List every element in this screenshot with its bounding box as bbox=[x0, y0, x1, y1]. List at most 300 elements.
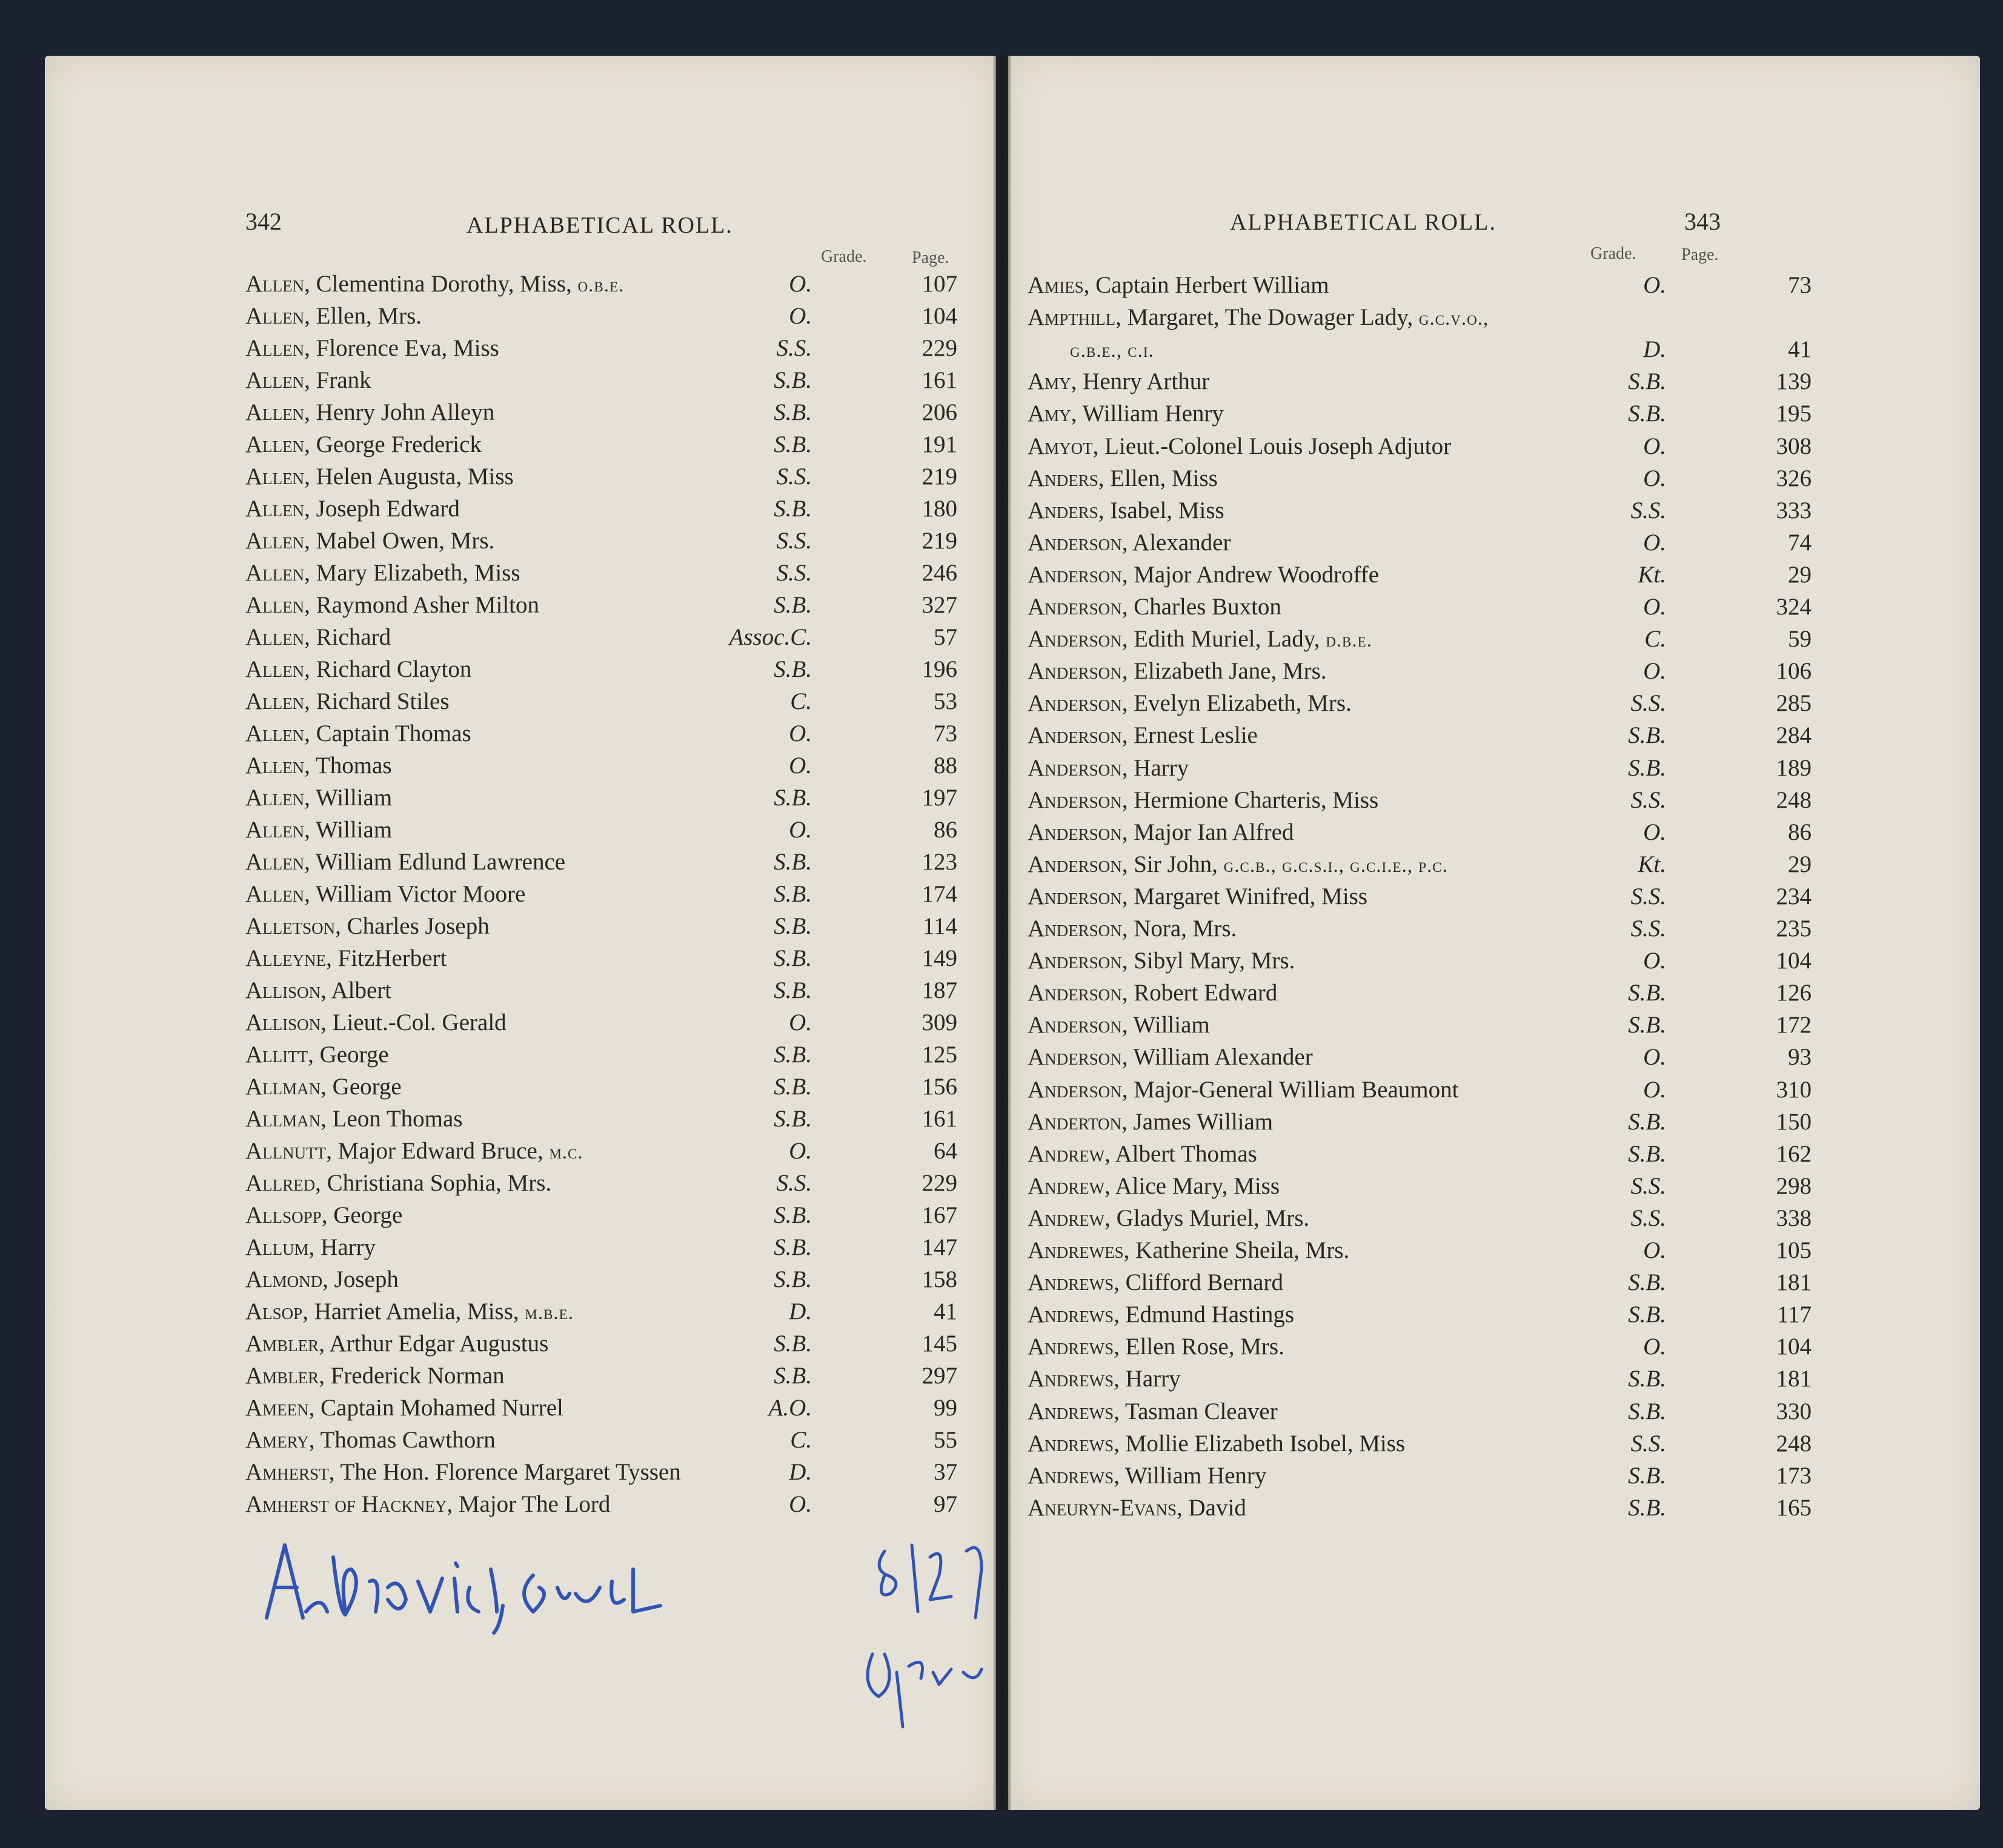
entry-given-names: , Edmund Hastings bbox=[1114, 1301, 1295, 1328]
entry-grade: S.B. bbox=[774, 1363, 812, 1389]
entry-surname: Allen bbox=[245, 367, 305, 393]
entry-name bbox=[1028, 1333, 1284, 1360]
entry-page: 191 bbox=[922, 431, 957, 457]
entry-surname: Allen bbox=[245, 592, 305, 618]
entry-surname: Anderson bbox=[1028, 1076, 1122, 1103]
entry-page: 308 bbox=[1776, 433, 1812, 459]
entry-grade: S.B. bbox=[1628, 1494, 1666, 1521]
entry-surname: Allen bbox=[245, 817, 305, 843]
entry-honours: m.c. bbox=[549, 1142, 583, 1163]
entry-row bbox=[1028, 1365, 2003, 1397]
entry-surname: Alleyne bbox=[245, 945, 327, 971]
entry-surname: Andrews bbox=[1028, 1398, 1114, 1424]
entry-surname: Allen bbox=[245, 335, 305, 361]
entry-page: 326 bbox=[1776, 465, 1812, 491]
entry-page: 297 bbox=[922, 1363, 957, 1389]
entry-grade: S.B. bbox=[1628, 1140, 1666, 1167]
entry-name bbox=[245, 1298, 574, 1325]
entry-name bbox=[245, 302, 422, 330]
entry-row bbox=[1028, 883, 2003, 915]
entry-row bbox=[1028, 1011, 2003, 1043]
entry-surname: Anderson bbox=[1028, 658, 1122, 685]
entry-given-names: , Elizabeth Jane, Mrs. bbox=[1121, 658, 1327, 685]
entry-grade: S.S. bbox=[1630, 786, 1666, 813]
entry-surname: Amherst of Hackney bbox=[245, 1491, 447, 1517]
entry-page: 125 bbox=[922, 1042, 957, 1068]
entry-row bbox=[1028, 1108, 2003, 1140]
entry-grade: S.B. bbox=[774, 431, 812, 457]
entry-surname: Allen bbox=[245, 496, 305, 522]
entry-row bbox=[1028, 336, 2003, 368]
entry-page: 219 bbox=[922, 464, 957, 490]
entry-given-names: , Sir John, bbox=[1121, 851, 1224, 877]
entry-honours: m.b.e. bbox=[525, 1302, 574, 1324]
entry-name bbox=[245, 977, 391, 1004]
entry-given-names: , Alexander bbox=[1121, 529, 1231, 556]
entry-name bbox=[245, 1330, 548, 1357]
entry-page: 139 bbox=[1776, 368, 1812, 395]
entry-honours: o.b.e. bbox=[577, 274, 625, 296]
entry-grade: O. bbox=[1643, 658, 1666, 685]
entry-surname: Anderson bbox=[1028, 722, 1122, 749]
entry-grade: S.B. bbox=[774, 1331, 812, 1357]
entry-grade: O. bbox=[1643, 1334, 1666, 1360]
entry-page: 248 bbox=[1776, 786, 1812, 813]
entry-surname: Andrew bbox=[1028, 1172, 1105, 1199]
right-page-number: 343 bbox=[1684, 208, 1721, 235]
entry-grade: S.B. bbox=[774, 1202, 812, 1228]
entry-given-names: , George bbox=[308, 1042, 389, 1068]
entry-name bbox=[245, 1137, 583, 1165]
entry-name bbox=[1028, 819, 1294, 846]
entry-grade: S.B. bbox=[774, 496, 812, 522]
entry-grade: S.S. bbox=[776, 560, 812, 586]
entry-surname: Allen bbox=[245, 688, 305, 714]
entry-page: 219 bbox=[922, 528, 957, 554]
entry-surname: Amies bbox=[1028, 272, 1084, 298]
entry-given-names: , Helen Augusta, Miss bbox=[304, 464, 514, 490]
entry-given-names: , William Henry bbox=[1114, 1462, 1267, 1489]
entry-page: 161 bbox=[922, 367, 957, 393]
entry-given-names: , Major The Lord bbox=[447, 1491, 611, 1517]
entry-given-names: , Charles Buxton bbox=[1121, 594, 1281, 620]
entry-surname: Anderson bbox=[1028, 529, 1122, 556]
entry-row bbox=[1028, 1076, 2003, 1108]
entry-name bbox=[1028, 690, 1352, 717]
entry-grade: S.B. bbox=[774, 849, 812, 875]
entry-given-names: , Frank bbox=[304, 367, 371, 393]
left-col-page: Page. bbox=[912, 248, 949, 267]
entry-given-names: , Edith Muriel, Lady, bbox=[1121, 626, 1326, 653]
entry-row bbox=[1028, 1430, 2003, 1462]
entry-surname: Andrew bbox=[1028, 1140, 1105, 1167]
entry-row bbox=[1028, 497, 2003, 529]
entry-name bbox=[245, 1105, 462, 1132]
entry-surname: Allen bbox=[245, 624, 305, 650]
entry-name bbox=[1028, 786, 1378, 814]
entry-given-names: , Captain Herbert William bbox=[1083, 272, 1329, 298]
entry-given-names: , Thomas Cawthorn bbox=[308, 1427, 496, 1453]
entry-name bbox=[1028, 1172, 1280, 1200]
entry-given-names: , Harriet Amelia, Miss, bbox=[302, 1298, 525, 1325]
entry-surname: Anderton bbox=[1028, 1108, 1122, 1135]
entry-page: 333 bbox=[1776, 497, 1812, 523]
entry-name bbox=[1028, 433, 1451, 460]
entry-grade: O. bbox=[789, 271, 812, 297]
entry-surname: Ameen bbox=[245, 1395, 309, 1421]
entry-grade: C. bbox=[1644, 626, 1666, 653]
entry-name bbox=[1028, 1108, 1273, 1135]
entry-given-names: , Hermione Charteris, Miss bbox=[1121, 786, 1379, 813]
entry-given-names: , Lieut.-Col. Gerald bbox=[321, 1009, 507, 1035]
entry-grade: Kt. bbox=[1638, 851, 1666, 877]
entry-surname: Ambler bbox=[245, 1331, 319, 1357]
entry-row bbox=[1028, 304, 2003, 336]
entry-row bbox=[1028, 1301, 2003, 1333]
entry-surname: Anders bbox=[1028, 465, 1098, 491]
entry-grade: S.B. bbox=[774, 656, 812, 682]
entry-given-names: , Henry Arthur bbox=[1071, 368, 1210, 395]
entry-grade: S.B. bbox=[1628, 1462, 1666, 1489]
right-col-grade: Grade. bbox=[1590, 244, 1636, 263]
entry-grade: S.B. bbox=[1628, 1269, 1666, 1296]
entry-surname: Anderson bbox=[1028, 786, 1122, 813]
entry-page: 41 bbox=[934, 1298, 957, 1325]
entry-surname: Anderson bbox=[1028, 883, 1122, 909]
entry-name bbox=[1028, 271, 1329, 299]
entry-given-names: , Lieut.-Colonel Louis Joseph Adjutor bbox=[1092, 433, 1452, 459]
entry-name bbox=[245, 591, 539, 619]
entry-name bbox=[245, 1169, 551, 1197]
entry-page: 29 bbox=[1788, 851, 1812, 877]
entry-surname: Amy bbox=[1028, 368, 1071, 395]
entry-surname: Alletson bbox=[245, 913, 336, 939]
entry-grade: S.B. bbox=[1628, 722, 1666, 749]
left-col-grade: Grade. bbox=[821, 247, 867, 266]
entry-row bbox=[1028, 915, 2003, 947]
entry-row bbox=[1028, 1205, 2003, 1237]
entry-name bbox=[245, 1041, 389, 1068]
entry-given-names: , Major-General William Beaumont bbox=[1121, 1076, 1459, 1103]
entry-page: 195 bbox=[1776, 401, 1812, 427]
entry-surname: Allison bbox=[245, 977, 321, 1003]
entry-grade: S.S. bbox=[776, 464, 812, 490]
entry-page: 162 bbox=[1776, 1140, 1812, 1167]
entry-name bbox=[1028, 1043, 1313, 1071]
entry-grade: S.B. bbox=[774, 1042, 812, 1068]
entry-given-names: , Harry bbox=[308, 1234, 376, 1260]
entry-name bbox=[245, 848, 565, 876]
entry-page: 285 bbox=[1776, 690, 1812, 717]
entry-given-names: , FitzHerbert bbox=[326, 945, 447, 971]
entry-surname: Amherst bbox=[245, 1459, 329, 1485]
entry-page: 330 bbox=[1776, 1398, 1812, 1424]
entry-surname: Ampthill bbox=[1028, 304, 1116, 331]
entry-page: 167 bbox=[922, 1202, 957, 1228]
entry-name bbox=[245, 1073, 402, 1100]
entry-given-names: , Frederick Norman bbox=[319, 1363, 505, 1389]
entry-name bbox=[1028, 947, 1295, 974]
entry-name bbox=[1028, 1365, 1181, 1392]
entry-surname: Alsop bbox=[245, 1298, 303, 1325]
entry-given-names: , Christiana Sophia, Mrs. bbox=[315, 1170, 552, 1196]
entry-grade: S.B. bbox=[774, 1266, 812, 1292]
entry-grade: S.B. bbox=[774, 1234, 812, 1260]
entry-name bbox=[1028, 529, 1231, 556]
entry-given-names: , Major Ian Alfred bbox=[1121, 819, 1294, 845]
entry-given-names: , Clifford Bernard bbox=[1114, 1269, 1283, 1296]
entry-row bbox=[1028, 1043, 2003, 1075]
entry-grade: O. bbox=[1643, 272, 1666, 298]
entry-grade: O. bbox=[1643, 819, 1666, 845]
entry-row bbox=[1028, 947, 2003, 979]
entry-surname: Anderson bbox=[1028, 594, 1122, 620]
entry-given-names: , Harry bbox=[1121, 754, 1189, 781]
entry-surname: Amyot bbox=[1028, 433, 1093, 459]
entry-grade: S.B. bbox=[774, 1106, 812, 1132]
entry-given-names: , Captain Thomas bbox=[304, 720, 471, 746]
entry-page: 149 bbox=[922, 945, 957, 971]
entry-row bbox=[1028, 625, 2003, 657]
entry-page: 246 bbox=[922, 560, 957, 586]
entry-grade: S.B. bbox=[1628, 980, 1666, 1006]
entry-page: 29 bbox=[1788, 561, 1812, 588]
entry-name bbox=[245, 1266, 399, 1293]
entry-surname: Ambler bbox=[245, 1363, 319, 1389]
entry-page: 104 bbox=[1776, 1334, 1812, 1360]
entry-page: 57 bbox=[934, 624, 957, 650]
entry-name bbox=[1028, 1205, 1309, 1232]
entry-name bbox=[1028, 1076, 1458, 1103]
entry-given-names: , Clementina Dorothy, Miss, bbox=[304, 271, 578, 297]
entry-page: 88 bbox=[934, 753, 957, 779]
entry-name bbox=[1028, 1269, 1283, 1296]
entry-name bbox=[245, 1491, 610, 1518]
entry-name bbox=[1028, 1398, 1278, 1425]
entry-page: 165 bbox=[1776, 1494, 1812, 1521]
entry-page: 197 bbox=[922, 785, 957, 811]
entry-name bbox=[245, 1234, 376, 1261]
entry-name bbox=[245, 1458, 681, 1486]
entry-given-names: , Harry bbox=[1114, 1366, 1181, 1392]
entry-row bbox=[1028, 690, 2003, 722]
entry-row bbox=[1028, 979, 2003, 1011]
entry-surname: Anderson bbox=[1028, 754, 1122, 781]
entry-given-names: , Henry John Alleyn bbox=[304, 399, 495, 425]
entry-surname: Allnutt bbox=[245, 1138, 327, 1164]
entry-given-names: , Ellen, Mrs. bbox=[304, 303, 422, 329]
entry-row bbox=[1028, 400, 2003, 432]
entry-page: 324 bbox=[1776, 594, 1812, 620]
entry-given-names: , Ernest Leslie bbox=[1121, 722, 1258, 749]
entry-page: 107 bbox=[922, 271, 957, 297]
entry-grade: O. bbox=[789, 817, 812, 843]
entry-grade: O. bbox=[1643, 1076, 1666, 1103]
entry-page: 126 bbox=[1776, 980, 1812, 1006]
entry-surname: Anderson bbox=[1028, 1012, 1122, 1039]
entry-page: 189 bbox=[1776, 754, 1812, 781]
entry-grade: S.S. bbox=[776, 1170, 812, 1196]
entry-surname: Amery bbox=[245, 1427, 309, 1453]
entry-grade: S.B. bbox=[1628, 1301, 1666, 1328]
entry-surname: Allred bbox=[245, 1170, 316, 1196]
entry-given-names: , Gladys Muriel, Mrs. bbox=[1104, 1205, 1310, 1231]
entry-given-names: , Thomas bbox=[304, 753, 392, 779]
entry-name bbox=[1028, 400, 1224, 427]
entry-name bbox=[245, 720, 471, 747]
entry-name bbox=[245, 463, 514, 490]
entry-given-names: , Alice Mary, Miss bbox=[1104, 1172, 1280, 1199]
entry-grade: S.B. bbox=[1628, 754, 1666, 781]
entry-surname: Allen bbox=[245, 399, 305, 425]
entry-page: 248 bbox=[1776, 1430, 1812, 1457]
entry-name bbox=[245, 367, 371, 394]
entry-surname: Allen bbox=[245, 849, 305, 875]
entry-grade: S.B. bbox=[1628, 1398, 1666, 1424]
entry-grade: S.B. bbox=[774, 881, 812, 907]
entry-page: 104 bbox=[1776, 948, 1812, 974]
entry-given-names: , Isabel, Miss bbox=[1098, 497, 1224, 523]
entry-given-names: , Major Andrew Woodroffe bbox=[1121, 561, 1380, 588]
entry-name bbox=[1028, 754, 1189, 782]
entry-given-names: , Katherine Sheila, Mrs. bbox=[1123, 1237, 1350, 1263]
entry-grade: C. bbox=[790, 688, 812, 714]
entry-grade: S.S. bbox=[776, 335, 812, 361]
entry-surname: Amy bbox=[1028, 401, 1071, 427]
entry-name bbox=[1028, 465, 1218, 492]
entry-page: 187 bbox=[922, 977, 957, 1003]
entry-given-names: , Leon Thomas bbox=[321, 1106, 463, 1132]
entry-name bbox=[245, 945, 447, 972]
entry-grade: O. bbox=[789, 753, 812, 779]
entry-page: 180 bbox=[922, 496, 957, 522]
entry-surname: Allen bbox=[245, 528, 305, 554]
entry-name bbox=[245, 399, 494, 426]
entry-name bbox=[245, 816, 392, 843]
entry-page: 123 bbox=[922, 849, 957, 875]
entry-grade: O. bbox=[1643, 1044, 1666, 1071]
entry-grade: O. bbox=[789, 303, 812, 329]
entry-surname: Anderson bbox=[1028, 851, 1122, 877]
entry-grade: O. bbox=[1643, 465, 1666, 491]
entry-grade: O. bbox=[1643, 594, 1666, 620]
entry-surname: Allen bbox=[245, 303, 305, 329]
entry-surname: Andrews bbox=[1028, 1334, 1114, 1360]
entry-page: 327 bbox=[922, 592, 957, 618]
entry-page: 206 bbox=[922, 399, 957, 425]
entry-page: 59 bbox=[1788, 626, 1812, 653]
entry-surname: Allen bbox=[245, 656, 305, 682]
entry-name bbox=[1028, 625, 1372, 653]
entry-surname: Andrew bbox=[1028, 1205, 1105, 1231]
left-page-number: 342 bbox=[245, 208, 282, 235]
entry-surname: Allen bbox=[245, 431, 305, 457]
entry-page: 309 bbox=[922, 1009, 957, 1035]
entry-surname: Allen bbox=[245, 464, 305, 490]
entry-name bbox=[1028, 497, 1224, 524]
entry-surname: Anderson bbox=[1028, 561, 1122, 588]
entry-surname: Anderson bbox=[1028, 948, 1122, 974]
entry-surname: Anderson bbox=[1028, 980, 1122, 1006]
entry-name bbox=[245, 784, 392, 811]
entry-row bbox=[1028, 786, 2003, 819]
entry-name bbox=[1028, 336, 1154, 363]
entry-row bbox=[1028, 754, 2003, 786]
entry-surname: Anderson bbox=[1028, 1044, 1122, 1071]
entry-surname: Allsopp bbox=[245, 1202, 322, 1228]
entry-given-names: , Robert Edward bbox=[1121, 980, 1278, 1006]
entry-grade: S.S. bbox=[1630, 690, 1666, 717]
entry-surname: Andrews bbox=[1028, 1430, 1114, 1457]
entry-page: 196 bbox=[922, 656, 957, 682]
entry-page: 174 bbox=[922, 881, 957, 907]
entry-honours: g.c.b., g.c.s.i., g.c.i.e., p.c. bbox=[1223, 854, 1448, 877]
entry-page: 147 bbox=[922, 1234, 957, 1260]
entry-grade: D. bbox=[789, 1459, 812, 1485]
entry-given-names: , William Henry bbox=[1071, 401, 1224, 427]
entry-given-names: , George bbox=[321, 1202, 403, 1228]
entry-page: 74 bbox=[1788, 529, 1812, 556]
handwritten-date bbox=[860, 1533, 1006, 1733]
entry-page: 41 bbox=[1788, 336, 1812, 363]
entry-name bbox=[245, 431, 482, 458]
entry-page: 234 bbox=[1776, 883, 1812, 909]
entry-grade: S.S. bbox=[1630, 1205, 1666, 1231]
entry-name bbox=[1028, 1237, 1349, 1264]
entry-surname: Aneuryn-Evans bbox=[1028, 1494, 1177, 1521]
entry-page: 64 bbox=[934, 1138, 957, 1164]
entry-name bbox=[245, 688, 450, 715]
entry-page: 73 bbox=[1788, 272, 1812, 298]
entry-honours: g.b.e., c.i. bbox=[1070, 340, 1154, 362]
entry-given-names: , Richard Clayton bbox=[304, 656, 472, 682]
entry-grade: S.B. bbox=[774, 945, 812, 971]
entry-name bbox=[245, 270, 624, 297]
entry-page: 99 bbox=[934, 1395, 957, 1421]
entry-grade: O. bbox=[1643, 948, 1666, 974]
entry-row bbox=[1028, 819, 2003, 851]
entry-row bbox=[1028, 561, 2003, 593]
entry-given-names: , Margaret Winifred, Miss bbox=[1121, 883, 1368, 909]
entry-name bbox=[245, 1362, 505, 1389]
entry-given-names: , Mollie Elizabeth Isobel, Miss bbox=[1114, 1430, 1406, 1457]
entry-grade: Kt. bbox=[1638, 561, 1666, 588]
entry-name bbox=[245, 1426, 496, 1454]
entry-grade: S.B. bbox=[774, 367, 812, 393]
entry-grade: S.B. bbox=[1628, 1366, 1666, 1392]
entry-name bbox=[245, 1009, 507, 1036]
entry-grade: S.B. bbox=[774, 592, 812, 618]
entry-row bbox=[1028, 1398, 2003, 1430]
entry-grade: S.S. bbox=[776, 528, 812, 554]
entry-given-names: , Major Edward Bruce, bbox=[326, 1138, 550, 1164]
entry-name bbox=[245, 527, 494, 554]
entry-given-names: , William Victor Moore bbox=[304, 881, 526, 907]
entry-surname: Anderson bbox=[1028, 916, 1122, 942]
entry-surname: Allitt bbox=[245, 1042, 308, 1068]
entry-name bbox=[1028, 1011, 1210, 1039]
entry-grade: O. bbox=[789, 1009, 812, 1035]
entry-row bbox=[1028, 1140, 2003, 1172]
entry-name bbox=[1028, 722, 1258, 749]
entry-page: 156 bbox=[922, 1074, 957, 1100]
entry-row bbox=[1028, 433, 2003, 465]
entry-surname: Almond bbox=[245, 1266, 323, 1292]
entry-name bbox=[245, 495, 460, 522]
entry-page: 105 bbox=[1776, 1237, 1812, 1263]
entry-given-names: , Charles Joseph bbox=[335, 913, 490, 939]
entry-grade: S.B. bbox=[1628, 368, 1666, 395]
